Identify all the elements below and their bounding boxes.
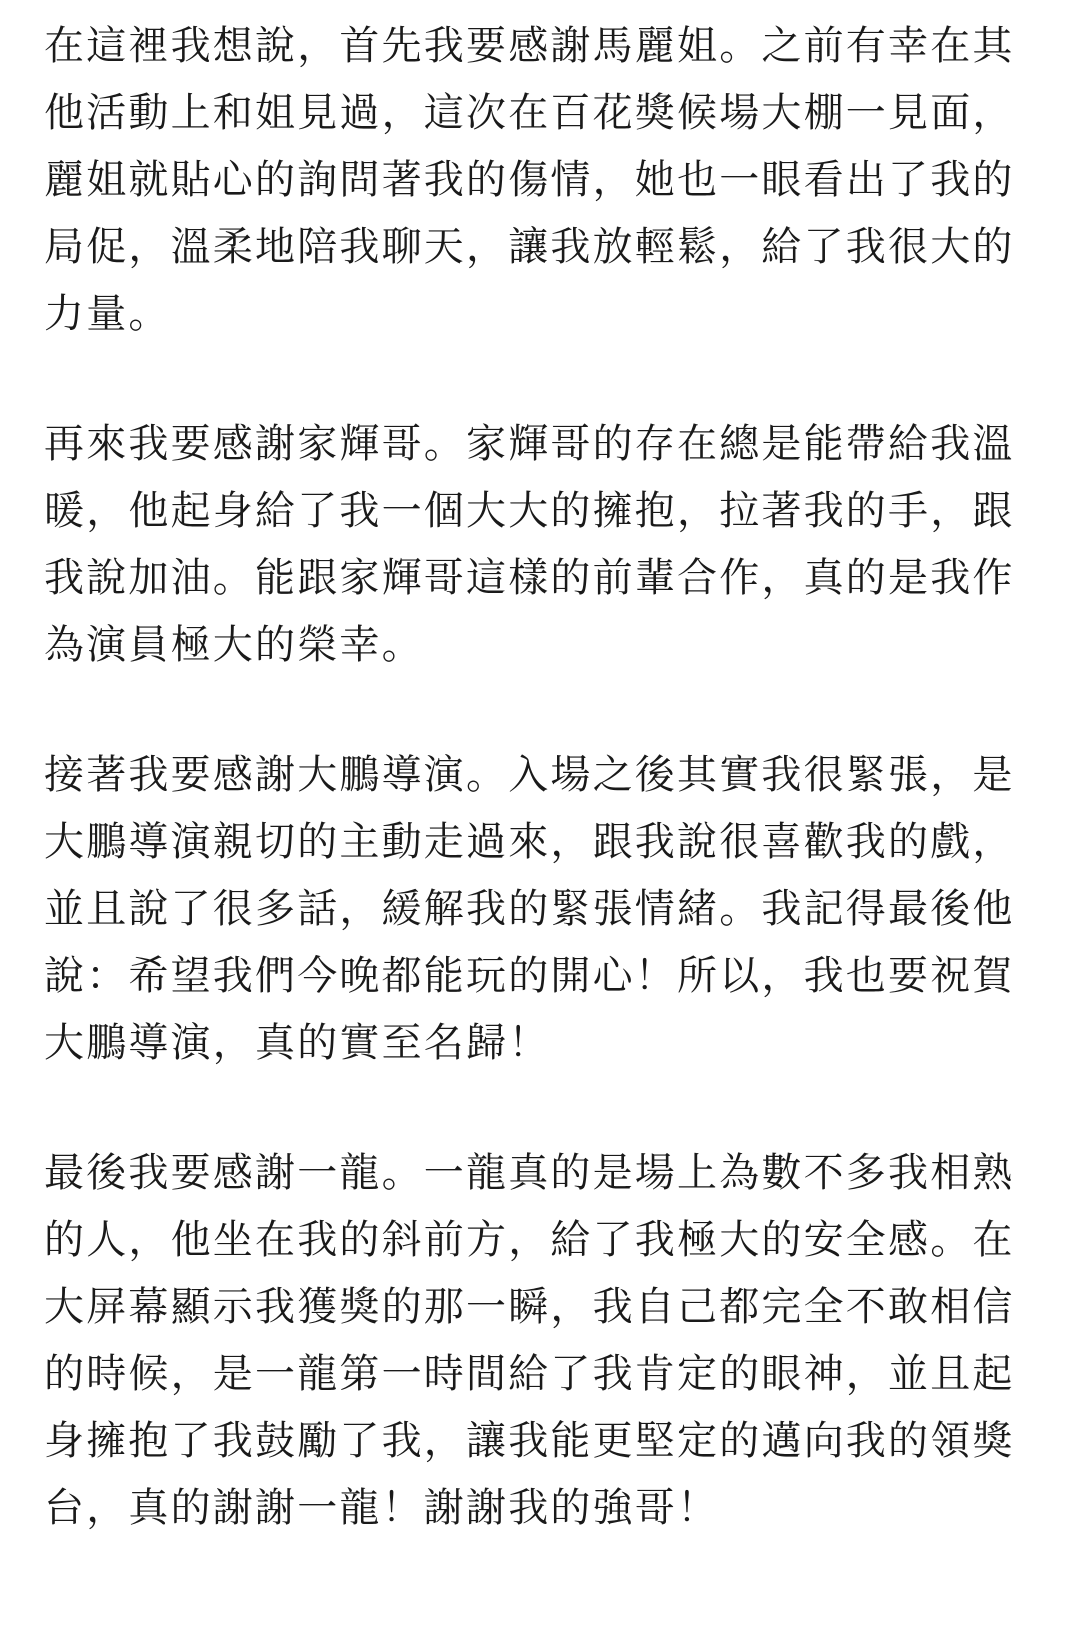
text-line: 的時候，是一龍第一時間給了我肯定的眼神，並且起 [44,1351,1015,1397]
text-line: 局促，溫柔地陪我聊天，讓我放輕鬆，給了我很大的 [44,224,1015,270]
text-line: 暖，他起身給了我一個大大的擁抱，拉著我的手，跟 [44,488,1015,534]
text-line: 並且說了很多話，緩解我的緊張情緒。我記得最後他 [44,886,1015,932]
text-line: 大鵬導演親切的主動走過來，跟我說很喜歡我的戲， [44,819,1015,865]
text-line: 台，真的謝謝一龍！謝謝我的強哥！ [44,1485,720,1531]
text-line: 麗姐就貼心的詢問著我的傷情，她也一眼看出了我的 [44,157,1015,203]
text-line: 我說加油。能跟家輝哥這樣的前輩合作，真的是我作 [44,555,1015,601]
text-line: 再來我要感謝家輝哥。家輝哥的存在總是能帶給我溫 [44,421,1015,467]
text-line: 說：希望我們今晚都能玩的開心！所以，我也要祝賀 [44,953,1015,999]
text-line: 最後我要感謝一龍。一龍真的是場上為數不多我相熟 [44,1150,1015,1196]
text-line: 為演員極大的榮幸。 [44,622,424,668]
text-line: 接著我要感謝大鵬導演。入場之後其實我很緊張，是 [44,752,1015,798]
text-line: 的人，他坐在我的斜前方，給了我極大的安全感。在 [44,1217,1015,1263]
text-line: 他活動上和姐見過，這次在百花獎候場大棚一見面， [44,90,1015,136]
text-line: 在這裡我想說，首先我要感謝馬麗姐。之前有幸在其 [44,23,1015,69]
text-line: 力量。 [44,291,171,337]
text-line: 大屏幕顯示我獲獎的那一瞬，我自己都完全不敢相信 [44,1284,1015,1330]
text-line: 大鵬導演，真的實至名歸！ [44,1020,551,1066]
text-line: 身擁抱了我鼓勵了我，讓我能更堅定的邁向我的領獎 [44,1418,1015,1464]
